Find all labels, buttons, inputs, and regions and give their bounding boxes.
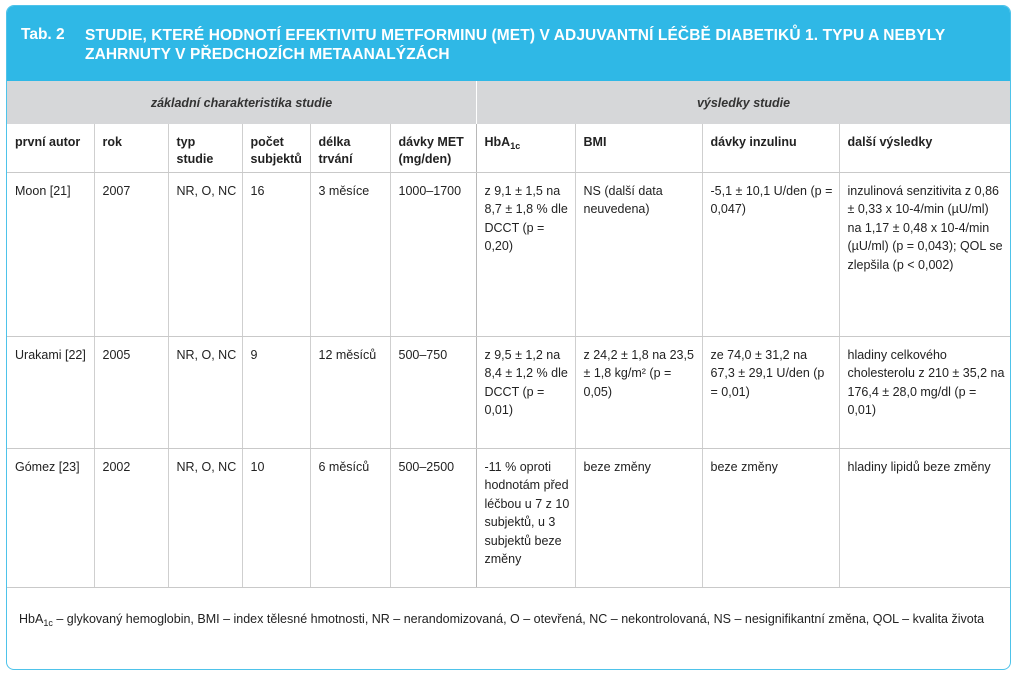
cell-year: 2005 — [94, 336, 168, 448]
hba-label: HbA — [484, 135, 511, 149]
footnote — [7, 588, 1010, 633]
cell-bmi: z 24,2 ± 1,8 na 23,5 ± 1,8 kg/m² (p = 0,05) — [575, 336, 702, 448]
footnote-hba: HbA — [19, 611, 44, 626]
column-header-row — [7, 124, 1010, 172]
cell-author: Urakami [22] — [7, 336, 94, 448]
cell-hba1c: -11 % oproti hodnotám před léčbou u 7 z 10 subjektů, u 3 subjektů beze změny — [476, 448, 575, 587]
col-other: další výsledky — [839, 124, 1010, 172]
cell-year: 2002 — [94, 448, 168, 587]
group-basic-characteristics: základní charakteristika studie — [7, 81, 477, 124]
footnote-text: – glykovaný hemoglobin, BMI – index tělesné hmotnosti, NR – nerandomizovaná, O – otevřená, NC – nekontrolovaná, NS – nesignifikantní změna, QOL – kvalita života — [52, 611, 985, 626]
col-duration: délka trvání — [310, 124, 390, 172]
col-hba1c — [476, 124, 575, 172]
cell-year: 2007 — [94, 172, 168, 336]
cell-author: Gómez [23] — [7, 448, 94, 587]
cell-bmi: NS (další data neuvedena) — [575, 172, 702, 336]
cell-subjects: 10 — [242, 448, 310, 587]
footnote-hba-subscript: 1c — [43, 617, 53, 628]
table-number: Tab. 2 — [21, 26, 65, 43]
cell-subjects: 16 — [242, 172, 310, 336]
table-frame — [6, 5, 1011, 670]
hba-subscript: 1c — [510, 141, 521, 151]
col-year: rok — [94, 124, 168, 172]
cell-duration: 12 měsíců — [310, 336, 390, 448]
cell-other: hladiny celkového cholesterolu z 210 ± 35,2 na 176,4 ± 28,0 mg/dl (p = 0,01) — [839, 336, 1010, 448]
title-bar — [7, 6, 1010, 81]
col-insulin: dávky inzulinu — [702, 124, 839, 172]
cell-other: hladiny lipidů beze změny — [839, 448, 1010, 587]
table-title: STUDIE, KTERÉ HODNOTÍ EFEKTIVITU METFORMINU (MET) V ADJUVANTNÍ LÉČBĚ DIABETIKŮ 1. TYPU A NEBYLY ZAHRNUTY V PŘEDCHOZÍCH METAANALÝZÁCH — [85, 27, 946, 63]
cell-bmi: beze změny — [575, 448, 702, 587]
cell-author: Moon [21] — [7, 172, 94, 336]
cell-dose: 500–2500 — [390, 448, 476, 587]
group-study-results: výsledky studie — [696, 95, 791, 110]
cell-hba1c: z 9,5 ± 1,2 na 8,4 ± 1,2 % dle DCCT (p = 0,01) — [476, 336, 575, 448]
col-subjects: počet subjektů — [242, 124, 310, 172]
table-row — [7, 172, 1010, 336]
cell-insulin: beze změny — [702, 448, 839, 587]
cell-other: inzulinová senzitivita z 0,86 ± 0,33 x 10-4/min (µU/ml) na 1,17 ± 0,48 x 10-4/min (µU/ml) (p = 0,043); QOL se zlepšila (p < 0,002) — [839, 172, 1010, 336]
col-bmi: BMI — [575, 124, 702, 172]
cell-subjects: 9 — [242, 336, 310, 448]
cell-hba1c: z 9,1 ± 1,5 na 8,7 ± 1,8 % dle DCCT (p = 0,20) — [476, 172, 575, 336]
studies-table — [7, 124, 1010, 588]
cell-type: NR, O, NC — [168, 336, 242, 448]
table-row — [7, 336, 1010, 448]
cell-duration: 6 měsíců — [310, 448, 390, 587]
col-dose: dávky MET (mg/den) — [390, 124, 476, 172]
col-type: typ studie — [168, 124, 242, 172]
cell-type: NR, O, NC — [168, 448, 242, 587]
table-row — [7, 448, 1010, 587]
group-header — [7, 81, 1010, 124]
cell-insulin: -5,1 ± 10,1 U/den (p = 0,047) — [702, 172, 839, 336]
col-author: první autor — [7, 124, 94, 172]
cell-duration: 3 měsíce — [310, 172, 390, 336]
cell-dose: 1000–1700 — [390, 172, 476, 336]
cell-dose: 500–750 — [390, 336, 476, 448]
cell-type: NR, O, NC — [168, 172, 242, 336]
cell-insulin: ze 74,0 ± 31,2 na 67,3 ± 29,1 U/den (p = 0,01) — [702, 336, 839, 448]
